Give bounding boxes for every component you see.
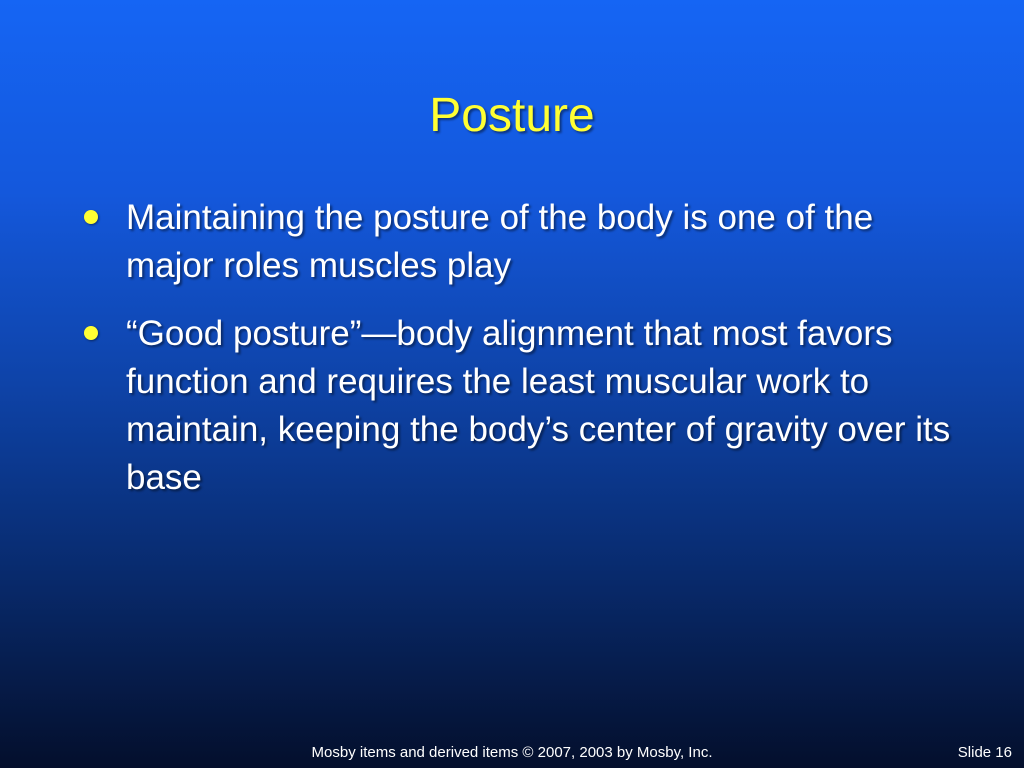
bullet-dot-icon	[84, 326, 98, 340]
bullet-item	[84, 310, 964, 502]
bullet-text: “Good posture”—body alignment that most favors function and requires the least muscular work to maintain, keeping the body’s center of gravity over its base	[126, 314, 951, 497]
bullet-text: Maintaining the posture of the body is one of the major roles muscles play	[126, 198, 874, 285]
bullet-dot-icon	[84, 210, 98, 224]
bullet-list	[84, 194, 964, 522]
slide-footer	[0, 742, 1024, 764]
slide-title: Posture	[429, 89, 595, 142]
slide-number: Slide 16	[957, 744, 1012, 761]
bullet-item	[84, 194, 964, 290]
footer-copyright: Mosby items and derived items © 2007, 2003 by Mosby, Inc.	[311, 744, 713, 761]
